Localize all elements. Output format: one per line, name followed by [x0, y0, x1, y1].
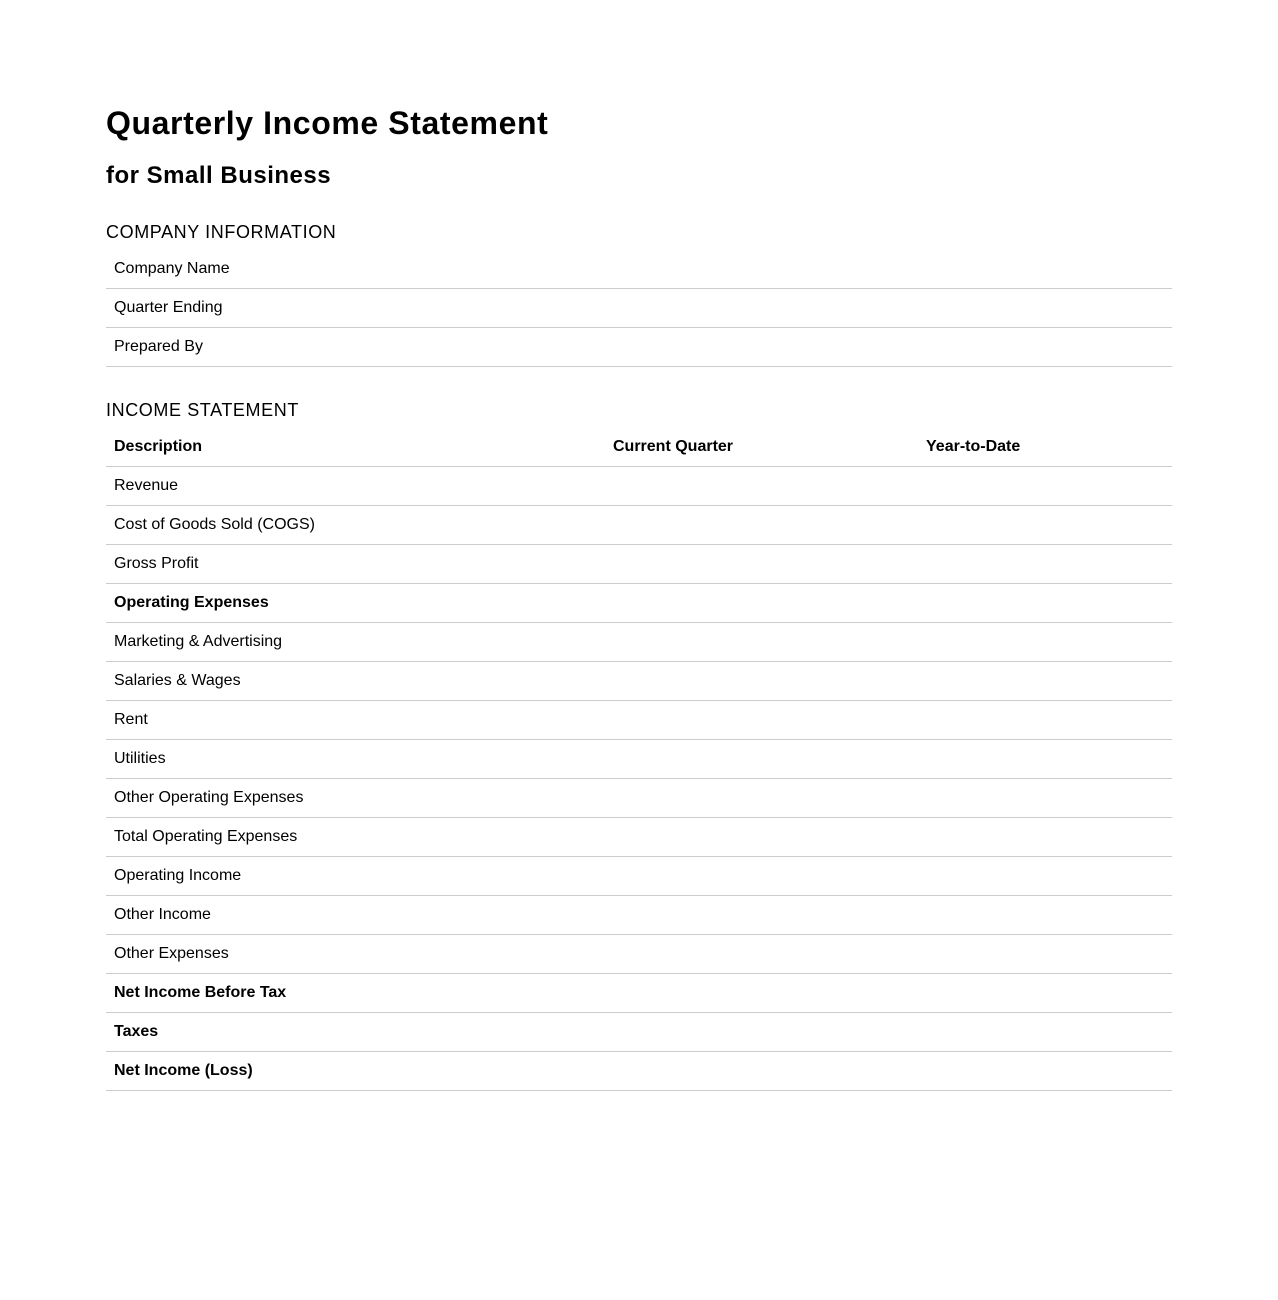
ytd-cell-operating-expenses[interactable] [918, 584, 1172, 623]
ytd-cell-gross-profit[interactable] [918, 545, 1172, 584]
current-quarter-cell-operating-expenses[interactable] [605, 584, 918, 623]
row-label-cost-of-goods-sold-cogs: Cost of Goods Sold (COGS) [106, 506, 605, 545]
field-value-prepared-by[interactable] [1056, 328, 1172, 367]
ytd-cell-total-operating-expenses[interactable] [918, 818, 1172, 857]
row-label-revenue: Revenue [106, 467, 605, 506]
current-quarter-cell-net-income-loss[interactable] [605, 1052, 918, 1091]
current-quarter-cell-marketing-advertising[interactable] [605, 623, 918, 662]
row-label-other-operating-expenses: Other Operating Expenses [106, 779, 605, 818]
row-label-operating-expenses: Operating Expenses [106, 584, 605, 623]
document-subtitle: for Small Business [106, 162, 332, 189]
column-header-current-quarter: Current Quarter [605, 428, 918, 467]
ytd-cell-cost-of-goods-sold-cogs[interactable] [918, 506, 1172, 545]
table-row [106, 467, 1172, 506]
current-quarter-cell-rent[interactable] [605, 701, 918, 740]
current-quarter-cell-gross-profit[interactable] [605, 545, 918, 584]
income-statement-table [106, 428, 1172, 1091]
table-row [106, 545, 1172, 584]
row-label-taxes: Taxes [106, 1013, 605, 1052]
ytd-cell-net-income-loss[interactable] [918, 1052, 1172, 1091]
ytd-cell-rent[interactable] [918, 701, 1172, 740]
table-header-row [106, 428, 1172, 467]
table-row [106, 506, 1172, 545]
row-label-net-income-before-tax: Net Income Before Tax [106, 974, 605, 1013]
field-label-quarter-ending: Quarter Ending [106, 289, 1056, 328]
income-statement-heading: INCOME STATEMENT [106, 400, 299, 420]
current-quarter-cell-other-operating-expenses[interactable] [605, 779, 918, 818]
current-quarter-cell-taxes[interactable] [605, 1013, 918, 1052]
ytd-cell-operating-income[interactable] [918, 857, 1172, 896]
company-info-row [106, 328, 1172, 367]
row-label-other-expenses: Other Expenses [106, 935, 605, 974]
field-label-prepared-by: Prepared By [106, 328, 1056, 367]
row-label-marketing-advertising: Marketing & Advertising [106, 623, 605, 662]
table-row [106, 896, 1172, 935]
table-row [106, 623, 1172, 662]
company-info-row [106, 289, 1172, 328]
document-title: Quarterly Income Statement [106, 105, 549, 141]
row-label-other-income: Other Income [106, 896, 605, 935]
ytd-cell-taxes[interactable] [918, 1013, 1172, 1052]
row-label-net-income-loss: Net Income (Loss) [106, 1052, 605, 1091]
current-quarter-cell-revenue[interactable] [605, 467, 918, 506]
column-header-year-to-date: Year-to-Date [918, 428, 1172, 467]
table-row [106, 935, 1172, 974]
field-label-company-name: Company Name [106, 250, 1056, 289]
table-row [106, 1052, 1172, 1091]
company-info-table [106, 250, 1172, 367]
ytd-cell-utilities[interactable] [918, 740, 1172, 779]
table-row [106, 857, 1172, 896]
row-label-operating-income: Operating Income [106, 857, 605, 896]
table-row [106, 662, 1172, 701]
table-row [106, 779, 1172, 818]
table-row [106, 1013, 1172, 1052]
current-quarter-cell-net-income-before-tax[interactable] [605, 974, 918, 1013]
ytd-cell-revenue[interactable] [918, 467, 1172, 506]
ytd-cell-other-operating-expenses[interactable] [918, 779, 1172, 818]
company-info-heading: COMPANY INFORMATION [106, 222, 337, 242]
current-quarter-cell-other-expenses[interactable] [605, 935, 918, 974]
ytd-cell-net-income-before-tax[interactable] [918, 974, 1172, 1013]
ytd-cell-salaries-wages[interactable] [918, 662, 1172, 701]
current-quarter-cell-operating-income[interactable] [605, 857, 918, 896]
current-quarter-cell-other-income[interactable] [605, 896, 918, 935]
row-label-utilities: Utilities [106, 740, 605, 779]
field-value-quarter-ending[interactable] [1056, 289, 1172, 328]
ytd-cell-marketing-advertising[interactable] [918, 623, 1172, 662]
field-value-company-name[interactable] [1056, 250, 1172, 289]
table-row [106, 701, 1172, 740]
table-row [106, 584, 1172, 623]
ytd-cell-other-income[interactable] [918, 896, 1172, 935]
company-info-row [106, 250, 1172, 289]
row-label-total-operating-expenses: Total Operating Expenses [106, 818, 605, 857]
column-header-description: Description [106, 428, 605, 467]
row-label-rent: Rent [106, 701, 605, 740]
current-quarter-cell-cost-of-goods-sold-cogs[interactable] [605, 506, 918, 545]
row-label-salaries-wages: Salaries & Wages [106, 662, 605, 701]
table-row [106, 974, 1172, 1013]
current-quarter-cell-total-operating-expenses[interactable] [605, 818, 918, 857]
income-statement-rows [106, 467, 1172, 1091]
ytd-cell-other-expenses[interactable] [918, 935, 1172, 974]
current-quarter-cell-utilities[interactable] [605, 740, 918, 779]
current-quarter-cell-salaries-wages[interactable] [605, 662, 918, 701]
table-row [106, 818, 1172, 857]
row-label-gross-profit: Gross Profit [106, 545, 605, 584]
table-row [106, 740, 1172, 779]
